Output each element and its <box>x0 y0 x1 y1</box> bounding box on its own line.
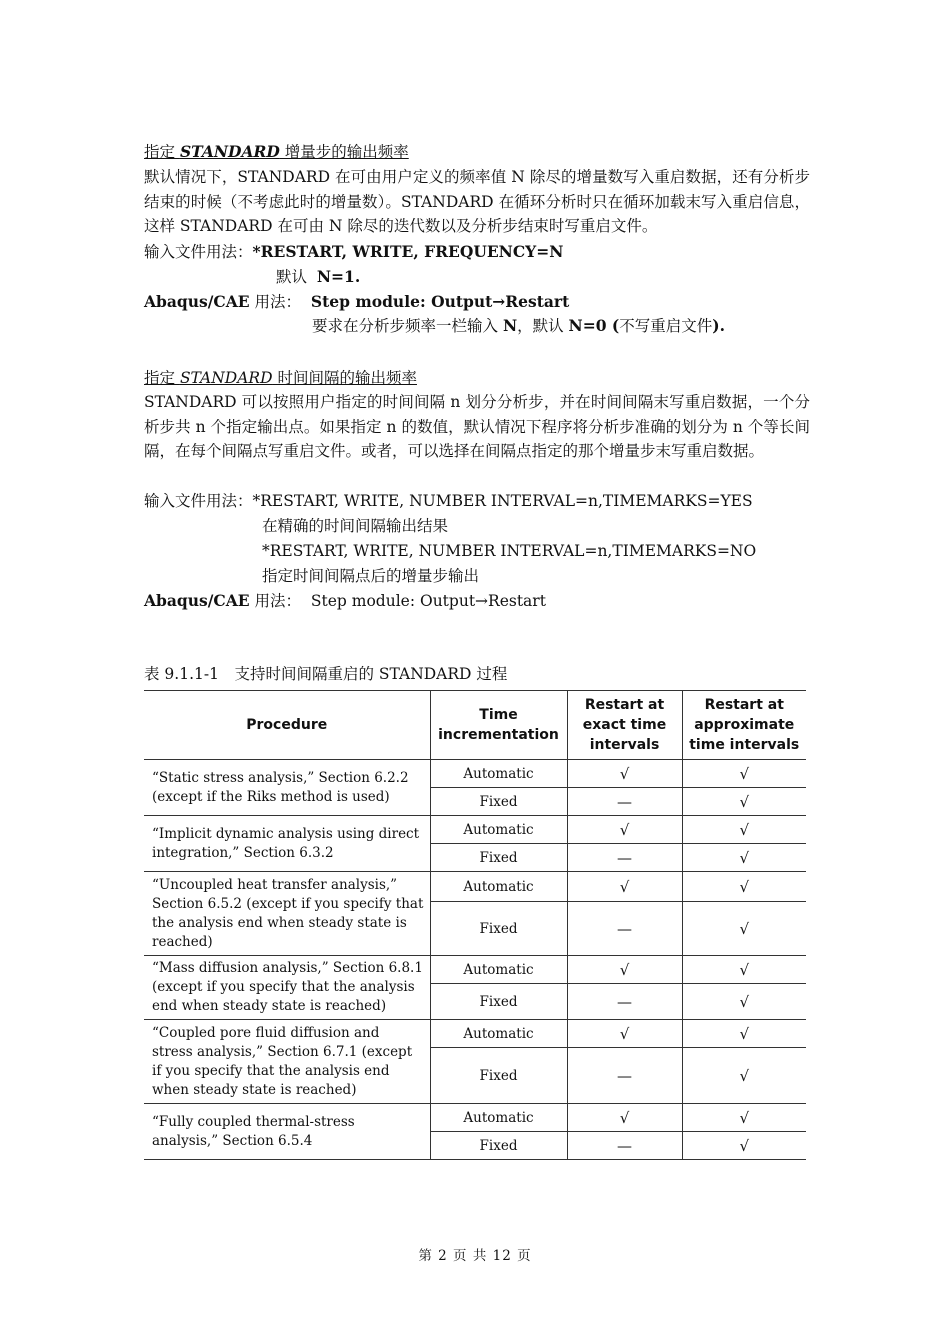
cae-note-n: N <box>502 316 518 335</box>
approx-cell: √ <box>682 902 806 956</box>
procedure-cell: “Static stress analysis,” Section 6.2.2 (except if the Riks method is used) <box>144 760 430 816</box>
section1-cae-note <box>312 314 950 339</box>
approx-cell: √ <box>682 1020 806 1048</box>
incrementation-cell: Fixed <box>430 1132 567 1160</box>
exact-cell: — <box>567 1132 682 1160</box>
section2-paragraph: STANDARD 可以按照用户指定的时间间隔 n 划分分析步，并在时间间隔末写重启数据，一个分析步共 n 个指定输出点。如果指定 n 的数值，默认情况下程序将分析步准确的划分为 n 个等长间隔，在每个间隔点写重启文件。或者，可以选择在间隔点指定的那个增量步末写重启数据。 <box>144 393 810 460</box>
approx-cell: √ <box>682 1048 806 1104</box>
procedure-cell: “Coupled pore fluid diffusion and stress analysis,” Section 6.7.1 (except if you specify that the analysis end when steady state is reached) <box>144 1020 430 1104</box>
section2-heading <box>144 366 810 391</box>
section2-note2: 指定时间间隔点后的增量步输出 <box>262 567 480 585</box>
cae-note-cn: 不写重启文件 <box>619 317 713 335</box>
exact-cell: — <box>567 902 682 956</box>
procedure-cell: “Mass diffusion analysis,” Section 6.8.1 (except if you specify that the analysis end when steady state is reached) <box>144 956 430 1020</box>
section1-paragraph: 默认情况下，STANDARD 在可由用户定义的频率值 N 除尽的增量数写入重启数据，还有分析步结束的时候（不考虑此时的增量数）。STANDARD 在循环分析时只在循环加载末写入重启信息，这样 STANDARD 在可由 N 除尽的迭代数以及分析步结束时写重启文件。 <box>144 168 810 235</box>
table-row <box>144 872 806 902</box>
table-row <box>144 956 806 984</box>
cae-path: Step module: Output→Restart <box>310 592 546 610</box>
approx-cell: √ <box>682 1104 806 1132</box>
incrementation-cell: Fixed <box>430 844 567 872</box>
approx-cell: √ <box>682 816 806 844</box>
heading-prefix: 指定 <box>144 369 180 387</box>
exact-cell: — <box>567 1048 682 1104</box>
incrementation-cell: Automatic <box>430 872 567 902</box>
approx-cell: √ <box>682 956 806 984</box>
incrementation-cell: Fixed <box>430 1048 567 1104</box>
cae-usage-label: 用法： <box>254 592 302 610</box>
exact-cell: √ <box>567 956 682 984</box>
approx-cell: √ <box>682 844 806 872</box>
incrementation-cell: Automatic <box>430 760 567 788</box>
approx-cell: √ <box>682 872 806 902</box>
table-caption: 表 9.1.1-1 支持时间间隔重启的 STANDARD 过程 <box>144 665 508 683</box>
cae-note-prefix: 要求在分析步频率一栏输入 <box>312 317 503 335</box>
exact-cell: — <box>567 788 682 816</box>
cae-usage-label: 用法： <box>254 293 302 311</box>
cae-label: Abaqus/CAE <box>144 591 250 610</box>
procedure-cell: “Uncoupled heat transfer analysis,” Section 6.5.2 (except if you specify that the analysis end when steady state is reached) <box>144 872 430 956</box>
restart-procedures-table <box>144 690 806 1160</box>
table-row <box>144 1020 806 1048</box>
heading-suffix: 增量步的输出频率 <box>279 143 409 161</box>
header-exact-intervals: Restart at exact time intervals <box>567 691 682 760</box>
heading-emphasis: STANDARD <box>179 142 280 161</box>
section2-command2: *RESTART, WRITE, NUMBER INTERVAL=n,TIMEMARKS=NO <box>262 542 757 560</box>
section2-cae-usage <box>144 589 810 614</box>
exact-cell: — <box>567 844 682 872</box>
procedure-cell: “Implicit dynamic analysis using direct integration,” Section 6.3.2 <box>144 816 430 872</box>
incrementation-cell: Automatic <box>430 816 567 844</box>
incrementation-cell: Fixed <box>430 902 567 956</box>
heading-suffix: 时间间隔的输出频率 <box>272 369 417 387</box>
default-value: N=1. <box>316 267 361 286</box>
cae-note-default: N=0 ( <box>568 316 620 335</box>
default-label: 默认 <box>276 268 308 286</box>
incrementation-cell: Automatic <box>430 1020 567 1048</box>
heading-emphasis: STANDARD <box>179 369 273 387</box>
exact-cell: √ <box>567 816 682 844</box>
approx-cell: √ <box>682 760 806 788</box>
cae-note-mid: ，默认 <box>517 317 569 335</box>
section1-default <box>276 265 942 290</box>
header-approx-intervals: Restart at approximate time intervals <box>682 691 806 760</box>
input-label: 输入文件用法： <box>144 243 253 261</box>
approx-cell: √ <box>682 984 806 1020</box>
incrementation-cell: Fixed <box>430 788 567 816</box>
table-row <box>144 1104 806 1132</box>
approx-cell: √ <box>682 1132 806 1160</box>
cae-note-end: ). <box>712 316 725 335</box>
incrementation-cell: Fixed <box>430 984 567 1020</box>
cae-path: Step module: Output→Restart <box>310 292 570 311</box>
input-command-1: *RESTART, WRITE, NUMBER INTERVAL=n,TIMEMARKS=YES <box>252 492 753 510</box>
section1-input-usage <box>144 240 810 265</box>
table-header-row <box>144 691 806 760</box>
table-row <box>144 816 806 844</box>
incrementation-cell: Automatic <box>430 1104 567 1132</box>
approx-cell: √ <box>682 788 806 816</box>
exact-cell: √ <box>567 1020 682 1048</box>
heading-prefix: 指定 <box>144 143 180 161</box>
input-label: 输入文件用法： <box>144 492 253 510</box>
page-footer: 第 2 页 共 12 页 <box>418 1248 532 1264</box>
header-time-incrementation: Time incrementation <box>430 691 567 760</box>
cae-label: Abaqus/CAE <box>144 292 250 311</box>
header-procedure: Procedure <box>144 691 430 760</box>
input-command: *RESTART, WRITE, FREQUENCY=N <box>252 242 564 261</box>
section1-cae-usage <box>144 290 810 315</box>
incrementation-cell: Automatic <box>430 956 567 984</box>
exact-cell: √ <box>567 760 682 788</box>
exact-cell: — <box>567 984 682 1020</box>
section1-heading <box>144 140 810 165</box>
section2-input-usage <box>144 489 810 514</box>
table-row <box>144 760 806 788</box>
procedure-cell: “Fully coupled thermal-stress analysis,” Section 6.5.4 <box>144 1104 430 1160</box>
section2-note1: 在精确的时间间隔输出结果 <box>262 517 449 535</box>
exact-cell: √ <box>567 872 682 902</box>
exact-cell: √ <box>567 1104 682 1132</box>
